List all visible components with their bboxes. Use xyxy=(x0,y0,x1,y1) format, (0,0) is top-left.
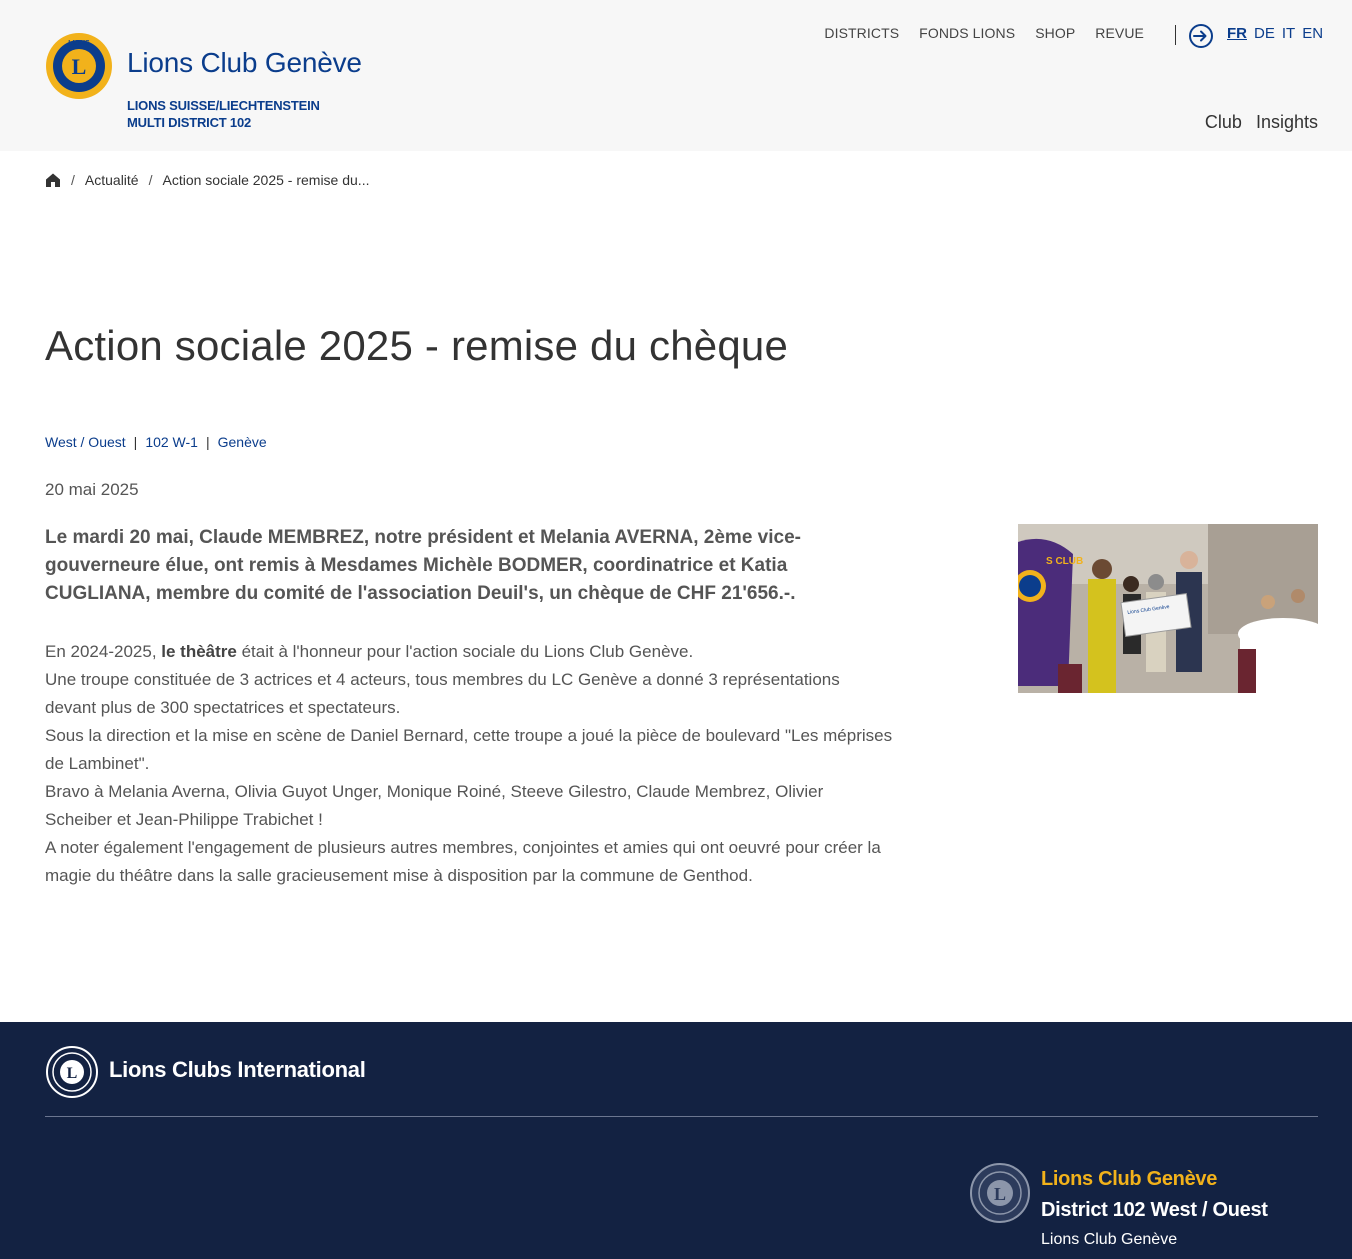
tag-west-ouest[interactable]: West / Ouest xyxy=(45,434,126,450)
brand-sub-line1: LIONS SUISSE/LIECHTENSTEIN xyxy=(127,98,320,113)
p1-bold: le thèâtre xyxy=(161,642,237,661)
paragraph-2: Une troupe constituée de 3 actrices et 4 acteurs, tous membres du LC Genève a donné 3 représentations devant plus de 300 spectatrices et spectateurs. xyxy=(45,670,840,717)
top-nav xyxy=(824,25,1144,41)
lions-international-logo-icon[interactable] xyxy=(45,1045,99,1099)
brand-subtitle xyxy=(127,97,320,131)
main-nav xyxy=(1205,112,1318,133)
nav-divider xyxy=(1175,25,1176,45)
article-photo[interactable] xyxy=(1018,524,1318,693)
article-body xyxy=(45,638,895,890)
paragraph-4: Bravo à Melania Averna, Olivia Guyot Unger, Monique Roiné, Steeve Gilestro, Claude Membrez, Olivier Scheiber et Jean-Philippe Trabichet ! xyxy=(45,782,824,829)
brand-name[interactable]: Lions Club Genève xyxy=(127,47,362,78)
footer-divider xyxy=(45,1116,1318,1117)
breadcrumb-actualite[interactable]: Actualité xyxy=(84,172,139,188)
lang-fr[interactable]: FR xyxy=(1227,25,1247,42)
language-switcher xyxy=(1227,25,1323,42)
photo-banner-text: S CLUB xyxy=(1046,556,1084,567)
site-footer xyxy=(0,1022,1352,1259)
footer-brand[interactable]: Lions Clubs International xyxy=(109,1057,366,1082)
site-header xyxy=(0,0,1352,151)
svg-text:LIONS: LIONS xyxy=(68,40,90,47)
lang-en[interactable]: EN xyxy=(1302,25,1324,42)
nav-fonds-lions[interactable]: FONDS LIONS xyxy=(919,25,1016,41)
tag-separator: | xyxy=(205,434,210,450)
lang-it[interactable]: IT xyxy=(1281,25,1296,42)
article-lead: Le mardi 20 mai, Claude MEMBREZ, notre président et Melania AVERNA, 2ème vice-gouverneure élue, ont remis à Mesdames Michèle BODMER, coordinatrice et Katia CUGLIANA, membre du comité de l'association Deuil's, un chèque de CHF 21'656.-. xyxy=(45,527,801,604)
nav-revue[interactable]: REVUE xyxy=(1095,25,1144,41)
article-tags xyxy=(45,434,267,450)
nav-club[interactable]: Club xyxy=(1204,112,1242,132)
footer-district: District 102 West / Ouest xyxy=(1041,1199,1268,1221)
nav-districts[interactable]: DISTRICTS xyxy=(824,25,900,41)
breadcrumb-separator: / xyxy=(148,172,153,188)
breadcrumb-current: Action sociale 2025 - remise du... xyxy=(162,172,370,188)
tag-geneve[interactable]: Genève xyxy=(217,434,267,450)
page-title: Action sociale 2025 - remise du chèque xyxy=(45,322,789,369)
paragraph-1 xyxy=(45,638,895,666)
breadcrumb xyxy=(45,172,369,188)
paragraph-3: Sous la direction et la mise en scène de Daniel Bernard, cette troupe a joué la pièce de boulevard "Les méprises de Lambinet". xyxy=(45,726,893,773)
footer-club-name[interactable]: Lions Club Genève xyxy=(1041,1168,1218,1190)
paragraph-5: A noter également l'engagement de plusieurs autres membres, conjointes et amies qui ont oeuvré pour créer la magie du théâtre dans la salle gracieusement mise à disposition par la commune de Genthod. xyxy=(45,838,881,885)
tag-102-w1[interactable]: 102 W-1 xyxy=(145,434,198,450)
svg-text:L: L xyxy=(993,1184,1007,1204)
p1-after: était à l'honneur pour l'action sociale du Lions Club Genève. xyxy=(236,642,694,661)
nav-shop[interactable]: SHOP xyxy=(1035,25,1076,41)
lions-logo-icon[interactable] xyxy=(45,32,113,100)
footer-club-sub: Lions Club Genève xyxy=(1041,1231,1178,1248)
photo-cheque-text: Lions Club Genève xyxy=(1127,604,1170,616)
club-logo-icon xyxy=(969,1162,1031,1224)
lang-de[interactable]: DE xyxy=(1254,25,1275,42)
p1-before: En 2024-2025, xyxy=(45,642,162,661)
svg-text:L: L xyxy=(71,54,87,79)
tag-separator: | xyxy=(133,434,138,450)
login-arrow-icon[interactable] xyxy=(1188,23,1214,49)
home-icon[interactable] xyxy=(45,172,61,188)
nav-insights[interactable]: Insights xyxy=(1255,112,1318,132)
breadcrumb-separator: / xyxy=(71,172,75,188)
svg-text:L: L xyxy=(66,1065,78,1082)
article-date: 20 mai 2025 xyxy=(45,480,139,499)
brand-sub-line2: MULTI DISTRICT 102 xyxy=(127,115,252,130)
